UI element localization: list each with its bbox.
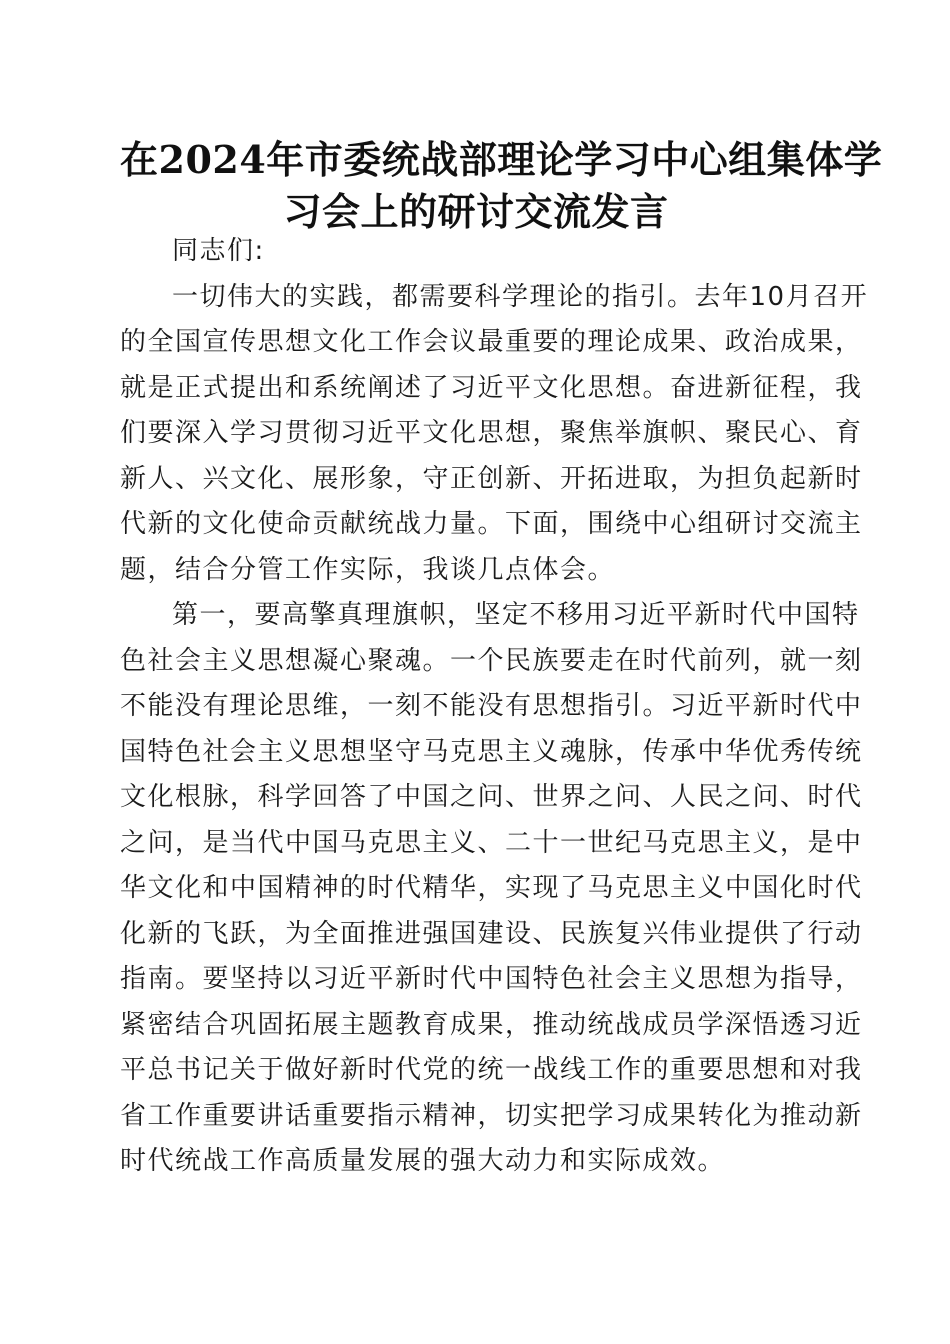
title-line-1: 在2024年市委统战部理论学习中心组集体学 — [120, 137, 883, 182]
title-line-2: 习会上的研讨交流发言 — [283, 189, 669, 234]
paragraph-line: 新人、兴文化、展形象，守正创新、开拓进取，为担负起新时 — [120, 463, 863, 494]
paragraph-line: 之问，是当代中国马克思主义、二十一世纪马克思主义，是中 — [120, 827, 863, 858]
paragraph-line: 化新的飞跃，为全面推进强国建设、民族复兴伟业提供了行动 — [120, 918, 863, 949]
document-title — [120, 134, 883, 238]
paragraph-1 — [120, 275, 869, 594]
paragraph-line: 紧密结合巩固拓展主题教育成果，推动统战成员学深悟透习近 — [120, 1009, 863, 1040]
paragraph-line: 平总书记关于做好新时代党的统一战线工作的重要思想和对我 — [120, 1055, 863, 1085]
paragraph-line: 指南。要坚持以习近平新时代中国特色社会主义思想为指导， — [120, 964, 863, 994]
paragraph-line: 文化根脉，科学回答了中国之问、世界之问、人民之问、时代 — [120, 782, 863, 812]
paragraph-line: 色社会主义思想凝心聚魂。一个民族要走在时代前列，就一刻 — [120, 645, 863, 676]
paragraph-line: 一切伟大的实践，都需要科学理论的指引。去年10月召开 — [172, 281, 869, 312]
paragraph-line: 时代统战工作高质量发展的强大动力和实际成效。 — [120, 1146, 726, 1176]
paragraph-2 — [120, 593, 863, 1185]
paragraph-line: 代新的文化使命贡献统战力量。下面，围绕中心组研讨交流主 — [120, 509, 863, 539]
paragraph-line: 题，结合分管工作实际，我谈几点体会。 — [120, 554, 616, 585]
salutation: 同志们: — [172, 236, 265, 266]
paragraph-line: 第一，要高擎真理旗帜，坚定不移用习近平新时代中国特 — [172, 600, 860, 630]
paragraph-line: 省工作重要讲话重要指示精神，切实把学习成果转化为推动新 — [120, 1100, 863, 1131]
paragraph-line: 不能没有理论思维，一刻不能没有思想指引。习近平新时代中 — [120, 691, 863, 721]
paragraph-line: 就是正式提出和系统阐述了习近平文化思想。奋进新征程，我 — [120, 372, 863, 403]
paragraph-line: 国特色社会主义思想坚守马克思主义魂脉，传承中华优秀传统 — [120, 736, 863, 767]
paragraph-line: 们要深入学习贯彻习近平文化思想，聚焦举旗帜、聚民心、育 — [120, 418, 863, 448]
paragraph-line: 的全国宣传思想文化工作会议最重要的理论成果、政治成果， — [120, 327, 863, 357]
document-body — [120, 229, 869, 1185]
paragraph-line: 华文化和中国精神的时代精华，实现了马克思主义中国化时代 — [120, 873, 863, 903]
